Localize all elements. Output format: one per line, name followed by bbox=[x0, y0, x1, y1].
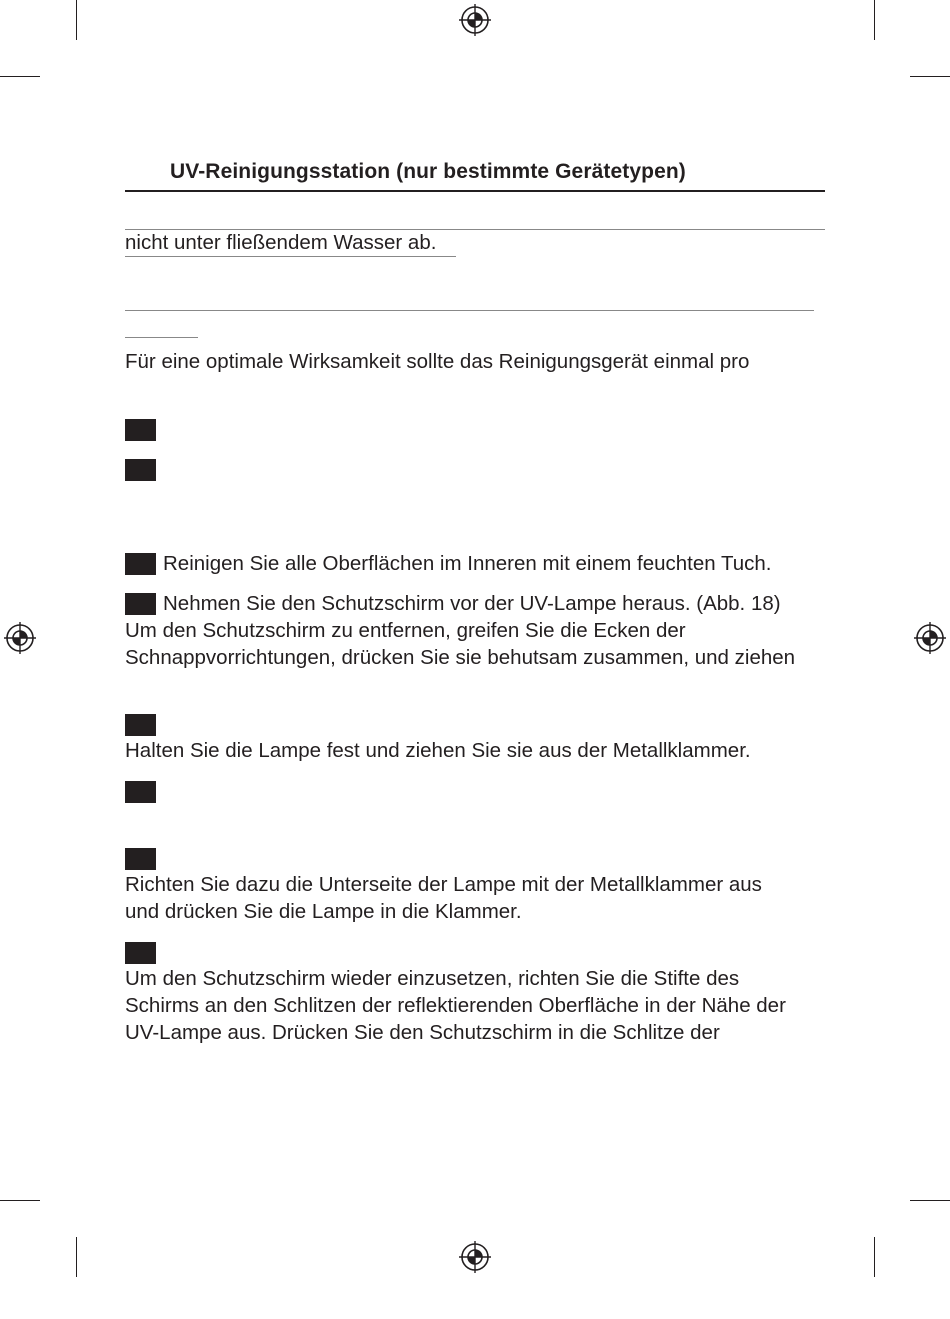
step-number-box bbox=[125, 714, 156, 736]
registration-mark-icon bbox=[4, 622, 36, 654]
reinsert-shield-detail-line: UV-Lampe aus. Drücken Sie den Schutzschirm in die Schlitze der bbox=[125, 1021, 720, 1044]
crop-mark-top-left-h bbox=[0, 76, 40, 77]
reinsert-shield-detail-line: Um den Schutzschirm wieder einzusetzen, richten Sie die Stifte des bbox=[125, 967, 740, 990]
lamp-detail-line: Halten Sie die Lampe fest und ziehen Sie sie aus der Metallklammer. bbox=[125, 739, 751, 762]
insert-lamp-detail-line: Richten Sie dazu die Unterseite der Lampe mit der Metallklammer aus bbox=[125, 873, 762, 896]
crop-mark-top-right-h bbox=[910, 76, 950, 77]
registration-mark-icon bbox=[459, 1241, 491, 1273]
crop-mark-top-left bbox=[76, 0, 77, 40]
step-number-box bbox=[125, 459, 156, 481]
step-text-remove-shield: Nehmen Sie den Schutzschirm vor der UV-Lampe heraus. (Abb. 18) bbox=[163, 592, 781, 615]
section-heading: UV-Reinigungsstation (nur bestimmte Gerätetypen) bbox=[170, 160, 686, 183]
step-number-box bbox=[125, 593, 156, 615]
registration-mark-icon bbox=[914, 622, 946, 654]
step-number-box bbox=[125, 942, 156, 964]
short-divider-line bbox=[125, 337, 198, 338]
divider-line bbox=[125, 310, 814, 311]
remove-shield-detail-line: Schnappvorrichtungen, drücken Sie sie behutsam zusammen, und ziehen bbox=[125, 646, 796, 669]
crop-mark-top-right bbox=[874, 0, 875, 40]
insert-lamp-detail-line: und drücken Sie die Lampe in die Klammer. bbox=[125, 900, 522, 923]
step-number-box bbox=[125, 553, 156, 575]
step-number-box bbox=[125, 848, 156, 870]
text-underline bbox=[125, 256, 456, 257]
reinsert-shield-detail-line: Schirms an den Schlitzen der reflektierenden Oberfläche in der Nähe der bbox=[125, 994, 786, 1017]
intro-text-line: nicht unter fließendem Wasser ab. bbox=[125, 231, 437, 254]
crop-mark-bottom-right-h bbox=[910, 1200, 950, 1201]
remove-shield-detail-line: Um den Schutzschirm zu entfernen, greifen Sie die Ecken der bbox=[125, 619, 686, 642]
crop-mark-bottom-left bbox=[76, 1237, 77, 1277]
heading-underline bbox=[125, 190, 825, 192]
registration-mark-icon bbox=[459, 4, 491, 36]
step-number-box bbox=[125, 781, 156, 803]
step-number-box bbox=[125, 419, 156, 441]
crop-mark-bottom-right bbox=[874, 1237, 875, 1277]
step-text-clean: Reinigen Sie alle Oberflächen im Inneren mit einem feuchten Tuch. bbox=[163, 552, 772, 575]
crop-mark-bottom-left-h bbox=[0, 1200, 40, 1201]
intro-text-line: Für eine optimale Wirksamkeit sollte das Reinigungsgerät einmal pro bbox=[125, 350, 750, 373]
